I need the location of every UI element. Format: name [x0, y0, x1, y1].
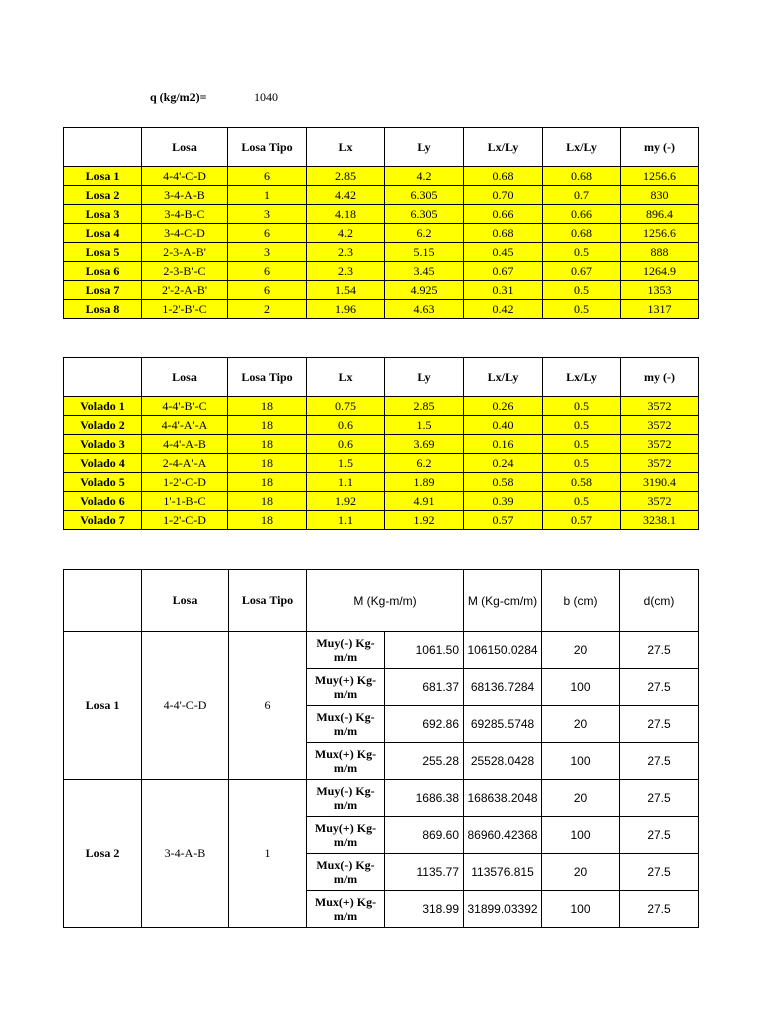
row-name-cell: Losa 8 [64, 300, 142, 319]
table-cell: 6.305 [385, 205, 464, 224]
table-cell: 6.2 [385, 224, 464, 243]
table-cell: 3190.4 [621, 473, 699, 492]
row-name-cell: Losa 5 [64, 243, 142, 262]
table-cell: 3.45 [385, 262, 464, 281]
header-cell: Losa [142, 570, 229, 632]
table-row [64, 632, 699, 669]
moment-kgcm-cell: 69285.5748 [464, 706, 542, 743]
table-cell: 0.68 [543, 224, 621, 243]
moment-kgm-cell: 318.99 [385, 891, 464, 928]
table-row [64, 511, 699, 530]
table-cell: 3572 [621, 435, 699, 454]
moment-kgm-cell: 681.37 [385, 669, 464, 706]
table-cell: 0.7 [543, 186, 621, 205]
table-cell: 3238.1 [621, 511, 699, 530]
d-cell: 27.5 [620, 780, 699, 817]
volados-table [63, 357, 699, 530]
table-row [64, 454, 699, 473]
moment-kgcm-cell: 68136.7284 [464, 669, 542, 706]
header-cell [64, 128, 142, 167]
header-cell [64, 358, 142, 397]
header-cell: M (Kg-cm/m) [464, 570, 542, 632]
table-cell: 1256.6 [621, 224, 699, 243]
table-cell: 18 [228, 454, 307, 473]
b-cell: 20 [542, 854, 620, 891]
row-name-cell: Volado 2 [64, 416, 142, 435]
header-cell: Losa Tipo [228, 358, 307, 397]
table-cell: 0.5 [543, 492, 621, 511]
table-cell: 1353 [621, 281, 699, 300]
table-cell: 4-4'-C-D [142, 167, 228, 186]
table-cell: 6.2 [385, 454, 464, 473]
table-row [64, 492, 699, 511]
table-cell: 3572 [621, 416, 699, 435]
table-cell: 0.6 [307, 416, 385, 435]
table-cell: 0.5 [543, 454, 621, 473]
table-cell: 1264.9 [621, 262, 699, 281]
table-cell: 0.66 [464, 205, 543, 224]
q-label: q (kg/m2)= [150, 90, 207, 104]
table-cell: 0.39 [464, 492, 543, 511]
group-losa-cell: 3-4-A-B [142, 780, 229, 928]
table-cell: 18 [228, 397, 307, 416]
table-cell: 0.68 [543, 167, 621, 186]
moment-kgm-cell: 1061.50 [385, 632, 464, 669]
table-cell: 3 [228, 243, 307, 262]
header-cell: Ly [385, 128, 464, 167]
table-cell: 4.925 [385, 281, 464, 300]
table-cell: 1 [228, 186, 307, 205]
table-row [64, 281, 699, 300]
table-cell: 2-3-A-B' [142, 243, 228, 262]
table-cell: 1.1 [307, 473, 385, 492]
q-value: 1040 [254, 90, 278, 104]
d-cell: 27.5 [620, 669, 699, 706]
table-cell: 3-4-B-C [142, 205, 228, 224]
table-cell: 1-2'-B'-C [142, 300, 228, 319]
table-cell: 0.66 [543, 205, 621, 224]
table-cell: 0.5 [543, 281, 621, 300]
moment-label-cell: Muy(-) Kg-m/m [307, 632, 385, 669]
group-tipo-cell: 6 [229, 632, 307, 780]
row-name-cell: Volado 3 [64, 435, 142, 454]
row-name-cell: Losa 7 [64, 281, 142, 300]
table-row [64, 262, 699, 281]
row-name-cell: Losa 3 [64, 205, 142, 224]
table-cell: 3-4-A-B [142, 186, 228, 205]
table-row [64, 780, 699, 817]
table-cell: 0.5 [543, 243, 621, 262]
table-cell: 2-4-A'-A [142, 454, 228, 473]
row-name-cell: Losa 6 [64, 262, 142, 281]
moment-kgcm-cell: 113576.815 [464, 854, 542, 891]
table-cell: 0.68 [464, 167, 543, 186]
table-cell: 4.18 [307, 205, 385, 224]
losas-table [63, 127, 699, 319]
table-cell: 0.75 [307, 397, 385, 416]
table-cell: 2.3 [307, 262, 385, 281]
table-cell: 2.85 [307, 167, 385, 186]
header-cell: Lx/Ly [543, 128, 621, 167]
table-cell: 0.70 [464, 186, 543, 205]
table-cell: 4-4'-A'-A [142, 416, 228, 435]
table-cell: 0.31 [464, 281, 543, 300]
table-cell: 4.2 [307, 224, 385, 243]
moment-label-cell: Muy(+) Kg-m/m [307, 669, 385, 706]
table-cell: 18 [228, 435, 307, 454]
table-cell: 1.5 [385, 416, 464, 435]
table-cell: 0.16 [464, 435, 543, 454]
table-cell: 0.6 [307, 435, 385, 454]
row-name-cell: Volado 6 [64, 492, 142, 511]
group-name-cell: Losa 2 [64, 780, 142, 928]
table-cell: 2'-2-A-B' [142, 281, 228, 300]
table-cell: 1.92 [307, 492, 385, 511]
header-cell: M (Kg-m/m) [307, 570, 464, 632]
table-row [64, 205, 699, 224]
header-cell: Lx/Ly [464, 358, 543, 397]
table-cell: 0.24 [464, 454, 543, 473]
losas-header-row [64, 128, 699, 167]
b-cell: 20 [542, 706, 620, 743]
moment-kgm-cell: 255.28 [385, 743, 464, 780]
d-cell: 27.5 [620, 743, 699, 780]
table-cell: 0.67 [464, 262, 543, 281]
row-name-cell: Losa 4 [64, 224, 142, 243]
table-cell: 18 [228, 492, 307, 511]
row-name-cell: Losa 2 [64, 186, 142, 205]
table-row [64, 243, 699, 262]
table-cell: 4.42 [307, 186, 385, 205]
table-cell: 2 [228, 300, 307, 319]
table-row [64, 224, 699, 243]
row-name-cell: Volado 1 [64, 397, 142, 416]
b-cell: 100 [542, 669, 620, 706]
table-row [64, 416, 699, 435]
table-cell: 0.5 [543, 416, 621, 435]
table-cell: 1.96 [307, 300, 385, 319]
table-cell: 1256.6 [621, 167, 699, 186]
table-row [64, 186, 699, 205]
table-cell: 1.5 [307, 454, 385, 473]
table-cell: 1-2'-C-D [142, 511, 228, 530]
table-cell: 2.3 [307, 243, 385, 262]
table-cell: 18 [228, 473, 307, 492]
table-cell: 0.67 [543, 262, 621, 281]
moments-table [63, 569, 699, 928]
moment-kgm-cell: 1135.77 [385, 854, 464, 891]
moment-label-cell: Muy(+) Kg-m/m [307, 817, 385, 854]
table-cell: 3.69 [385, 435, 464, 454]
table-cell: 0.26 [464, 397, 543, 416]
table-cell: 1'-1-B-C [142, 492, 228, 511]
table-cell: 0.58 [543, 473, 621, 492]
b-cell: 100 [542, 891, 620, 928]
table-row [64, 167, 699, 186]
table-cell: 0.42 [464, 300, 543, 319]
moment-label-cell: Mux(-) Kg-m/m [307, 854, 385, 891]
table-cell: 4.63 [385, 300, 464, 319]
table-cell: 18 [228, 511, 307, 530]
d-cell: 27.5 [620, 817, 699, 854]
table-row [64, 397, 699, 416]
table-cell: 0.5 [543, 397, 621, 416]
row-name-cell: Volado 4 [64, 454, 142, 473]
group-name-cell: Losa 1 [64, 632, 142, 780]
header-cell: my (-) [621, 128, 699, 167]
moment-kgcm-cell: 86960.42368 [464, 817, 542, 854]
header-cell: b (cm) [542, 570, 620, 632]
header-cell [64, 570, 142, 632]
header-cell: Losa [142, 128, 228, 167]
table-cell: 2-3-B'-C [142, 262, 228, 281]
table-row [64, 300, 699, 319]
header-cell: Lx [307, 358, 385, 397]
row-name-cell: Losa 1 [64, 167, 142, 186]
table-cell: 1.89 [385, 473, 464, 492]
moment-label-cell: Mux(+) Kg-m/m [307, 743, 385, 780]
table-cell: 4-4'-B'-C [142, 397, 228, 416]
moment-kgm-cell: 692.86 [385, 706, 464, 743]
table-cell: 1.92 [385, 511, 464, 530]
b-cell: 20 [542, 780, 620, 817]
table-cell: 0.40 [464, 416, 543, 435]
table-row [64, 435, 699, 454]
header-cell: Lx/Ly [543, 358, 621, 397]
table-cell: 6 [228, 281, 307, 300]
table-cell: 0.5 [543, 300, 621, 319]
d-cell: 27.5 [620, 854, 699, 891]
header-cell: Ly [385, 358, 464, 397]
table-cell: 6 [228, 167, 307, 186]
table-cell: 3572 [621, 397, 699, 416]
table-cell: 830 [621, 186, 699, 205]
table-cell: 6 [228, 224, 307, 243]
table-cell: 1.54 [307, 281, 385, 300]
moment-kgm-cell: 869.60 [385, 817, 464, 854]
moment-kgm-cell: 1686.38 [385, 780, 464, 817]
table-cell: 18 [228, 416, 307, 435]
moment-label-cell: Mux(-) Kg-m/m [307, 706, 385, 743]
table-cell: 2.85 [385, 397, 464, 416]
table-cell: 3 [228, 205, 307, 224]
header-cell: Lx [307, 128, 385, 167]
table-cell: 3572 [621, 492, 699, 511]
table-cell: 0.57 [543, 511, 621, 530]
b-cell: 100 [542, 817, 620, 854]
group-tipo-cell: 1 [229, 780, 307, 928]
row-name-cell: Volado 5 [64, 473, 142, 492]
moment-label-cell: Mux(+) Kg-m/m [307, 891, 385, 928]
table-cell: 1317 [621, 300, 699, 319]
table-cell: 5.15 [385, 243, 464, 262]
header-cell: d(cm) [620, 570, 699, 632]
moments-header-row [64, 570, 699, 632]
table-row [64, 473, 699, 492]
table-cell: 0.68 [464, 224, 543, 243]
group-losa-cell: 4-4'-C-D [142, 632, 229, 780]
table-cell: 896.4 [621, 205, 699, 224]
table-cell: 4-4'-A-B [142, 435, 228, 454]
b-cell: 100 [542, 743, 620, 780]
d-cell: 27.5 [620, 632, 699, 669]
moments-body [64, 632, 699, 928]
table-cell: 3572 [621, 454, 699, 473]
table-cell: 6.305 [385, 186, 464, 205]
table-cell: 1.1 [307, 511, 385, 530]
volados-body [64, 397, 699, 530]
moment-kgcm-cell: 31899.03392 [464, 891, 542, 928]
table-cell: 1-2'-C-D [142, 473, 228, 492]
table-cell: 888 [621, 243, 699, 262]
table-cell: 4.2 [385, 167, 464, 186]
table-cell: 0.45 [464, 243, 543, 262]
row-name-cell: Volado 7 [64, 511, 142, 530]
header-cell: Losa [142, 358, 228, 397]
volados-header-row [64, 358, 699, 397]
header-cell: Losa Tipo [228, 128, 307, 167]
header-cell: my (-) [621, 358, 699, 397]
table-cell: 0.58 [464, 473, 543, 492]
b-cell: 20 [542, 632, 620, 669]
header-cell: Lx/Ly [464, 128, 543, 167]
moment-kgcm-cell: 25528.0428 [464, 743, 542, 780]
table-cell: 0.57 [464, 511, 543, 530]
table-cell: 3-4-C-D [142, 224, 228, 243]
d-cell: 27.5 [620, 891, 699, 928]
moment-kgcm-cell: 168638.2048 [464, 780, 542, 817]
moment-kgcm-cell: 106150.0284 [464, 632, 542, 669]
losas-body [64, 167, 699, 319]
d-cell: 27.5 [620, 706, 699, 743]
table-cell: 4.91 [385, 492, 464, 511]
table-cell: 6 [228, 262, 307, 281]
moment-label-cell: Muy(-) Kg-m/m [307, 780, 385, 817]
header-cell: Losa Tipo [229, 570, 307, 632]
table-cell: 0.5 [543, 435, 621, 454]
